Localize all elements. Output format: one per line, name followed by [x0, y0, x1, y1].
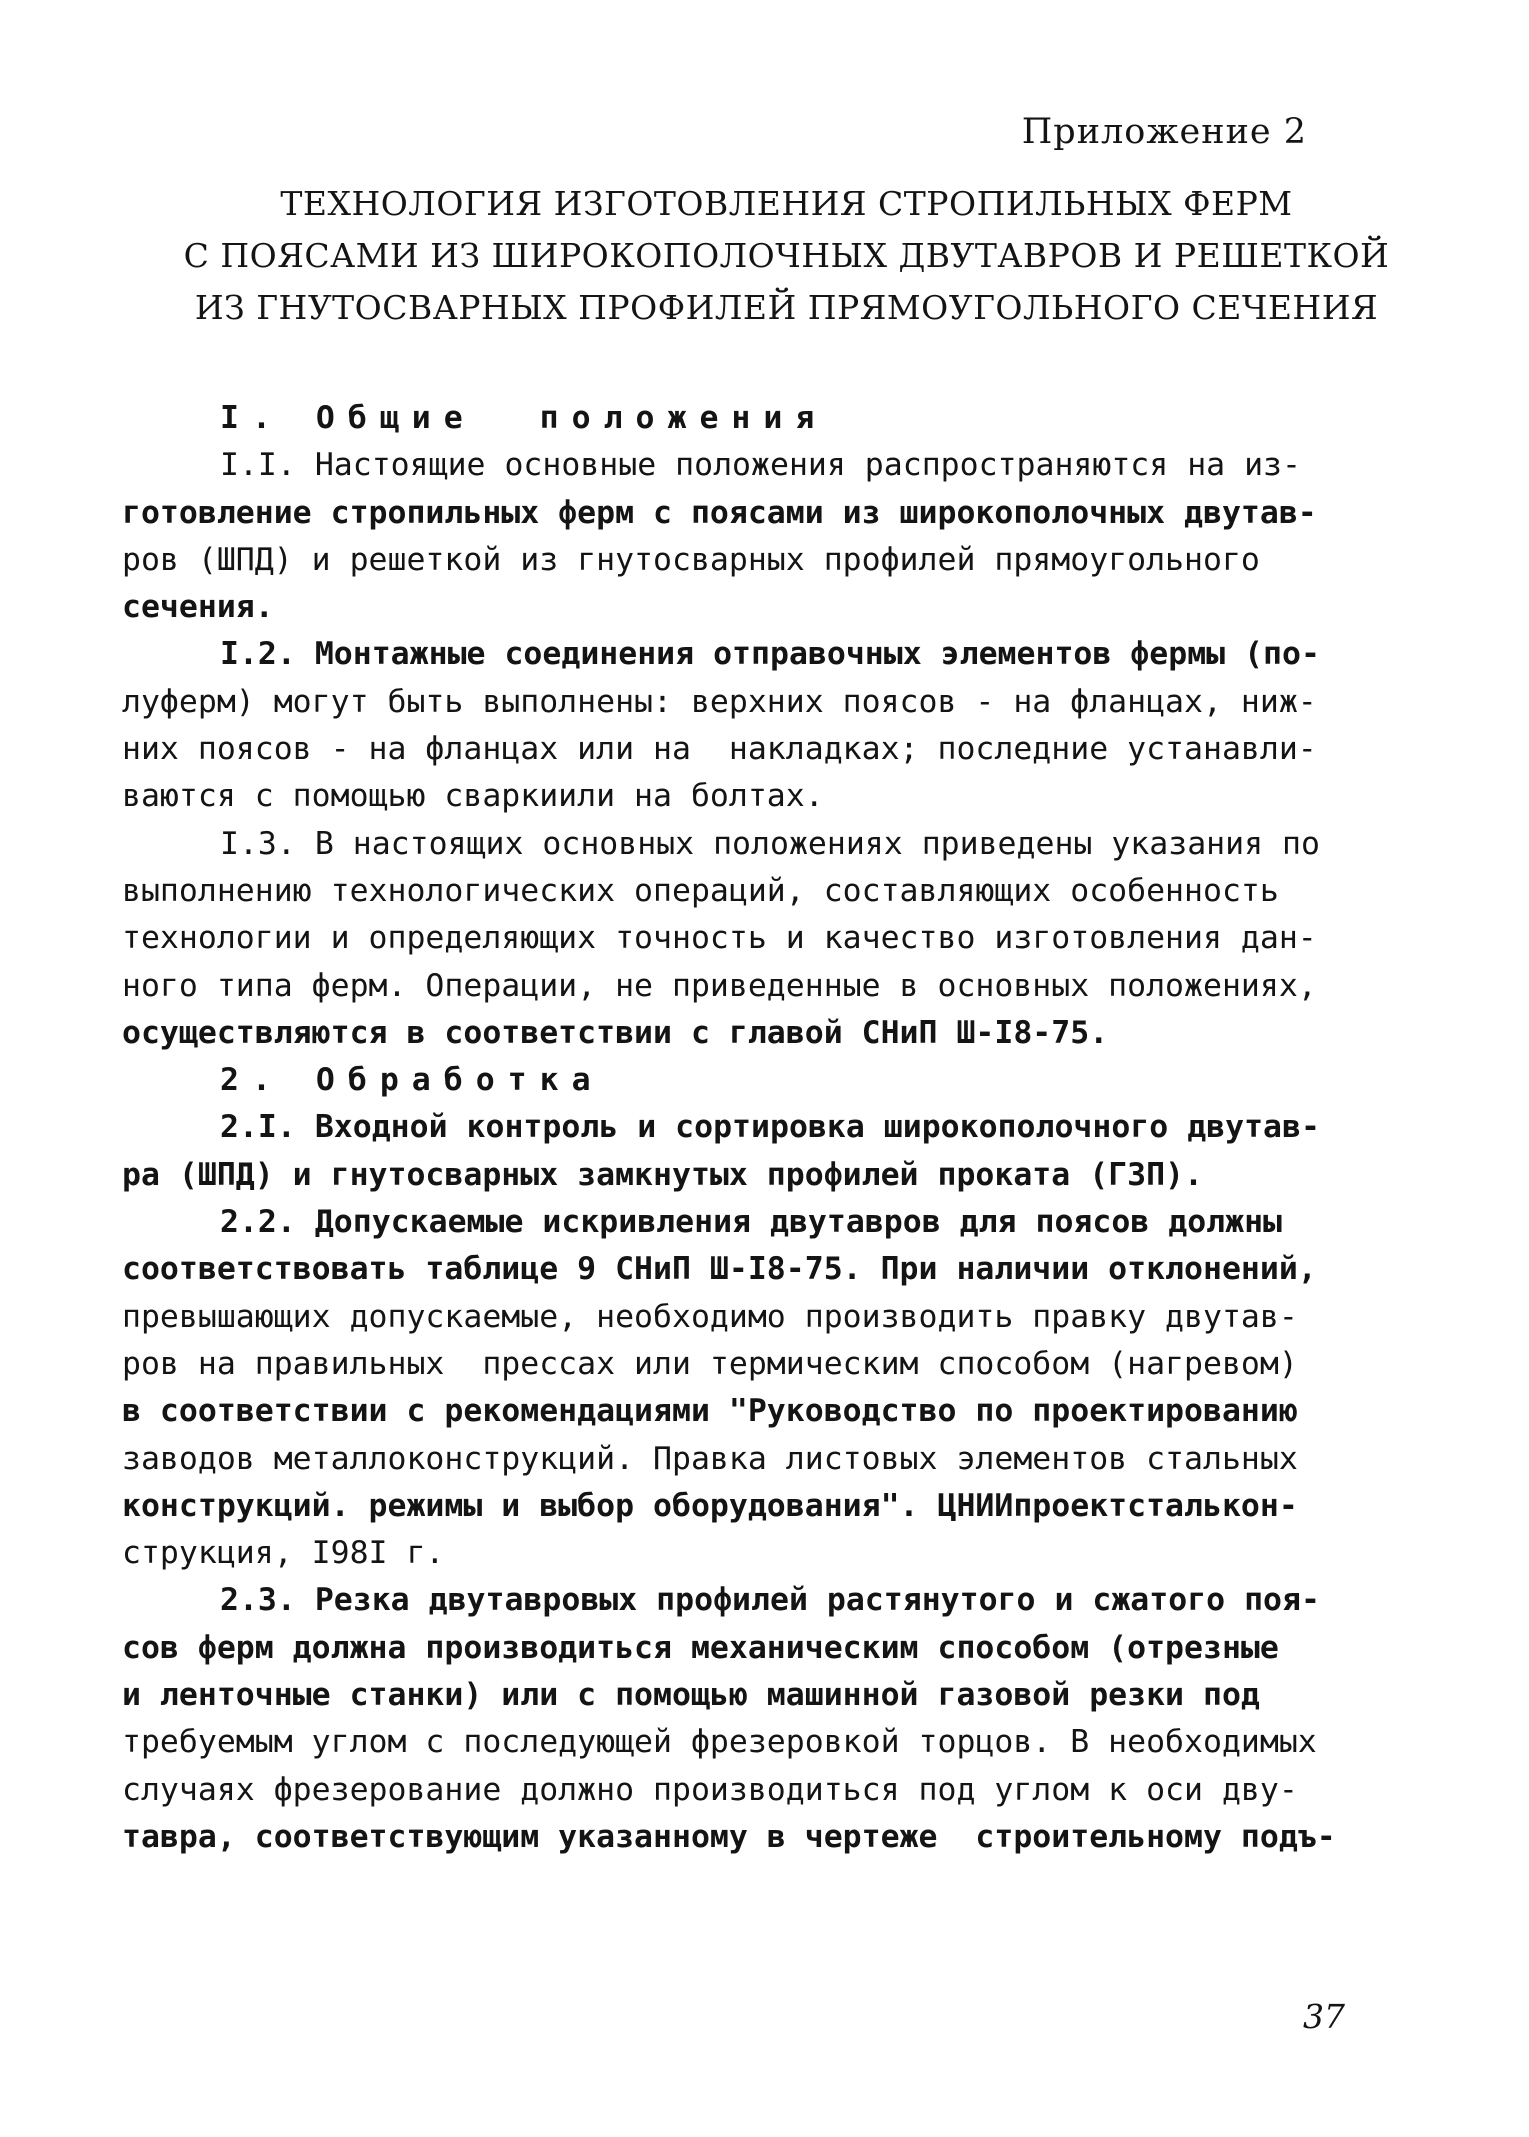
text-line: 2.3. Резка двутавровых профилей растянутого и сжатого поя- [220, 1582, 1320, 1619]
paragraph-1-1 [122, 442, 1422, 631]
text-line: конструкций. режимы и выбор оборудования". ЦНИИпроектсталькон- [122, 1487, 1298, 1524]
text-line: готовление стропильных ферм с поясами из широкополочных двутав- [122, 494, 1317, 531]
text-line: сов ферм должна производиться механическим способом (отрезные [122, 1629, 1279, 1666]
text-line: I.2. Монтажные соединения отправочных элементов фермы (по- [220, 636, 1320, 673]
text-line: заводов металлоконструкций. Правка листовых элементов стальных [122, 1440, 1298, 1477]
text-line: технологии и определяющих точность и качество изготовления дан- [122, 920, 1317, 957]
text-line: I.I. Настоящие основные положения распространяются на из- [220, 447, 1301, 484]
document-title [160, 178, 1413, 334]
text-line: ра (ШПД) и гнутосварных замкнутых профилей проката (ГЗП). [122, 1156, 1203, 1193]
section-heading-general: I. Общие положения [220, 400, 828, 436]
paragraph-2-1 [122, 1104, 1422, 1199]
paragraph-2-2 [122, 1199, 1422, 1577]
text-line: соответствовать таблице 9 СНиП Ш-I8-75. При наличии отклонений, [122, 1251, 1317, 1288]
text-line: 2.I. Входной контроль и сортировка широкополочного двутав- [220, 1109, 1320, 1146]
paragraph-2-3 [122, 1577, 1422, 1861]
paragraph-1-3 [122, 821, 1422, 1057]
text-line: осуществляются в соответствии с главой СНиП Ш-I8-75. [122, 1014, 1109, 1051]
text-line: I.3. В настоящих основных положениях приведены указания по [220, 825, 1320, 862]
title-line: С ПОЯСАМИ ИЗ ШИРОКОПОЛОЧНЫХ ДВУТАВРОВ И РЕШЕТКОЙ [183, 236, 1390, 275]
text-line: сечения. [122, 589, 274, 626]
text-line: ваются с помощью сваркиили на болтах. [122, 778, 824, 815]
text-line: и ленточные станки) или с помощью машинной газовой резки под [122, 1677, 1260, 1714]
title-line: ИЗ ГНУТОСВАРНЫХ ПРОФИЛЕЙ ПРЯМОУГОЛЬНОГО СЕЧЕНИЯ [194, 288, 1379, 327]
text-line: ного типа ферм. Операции, не приведенные в основных положениях, [122, 967, 1317, 1004]
text-line: тавра, соответствующим указанному в чертеже строительному подъ- [122, 1818, 1336, 1855]
appendix-label: Приложение 2 [1021, 112, 1307, 152]
text-line: превышающих допускаемые, необходимо производить правку двутав- [122, 1298, 1298, 1335]
text-line: струкция, I98I г. [122, 1535, 445, 1572]
document-body [122, 395, 1422, 1861]
section-heading-processing: 2. Обработка [220, 1062, 604, 1099]
text-line: требуемым углом с последующей фрезеровкой торцов. В необходимых [122, 1724, 1317, 1761]
text-line: них поясов - на фланцах или на накладках; последние устанавли- [122, 731, 1317, 768]
text-line: ров на правильных прессах или термическим способом (нагревом) [122, 1345, 1298, 1382]
text-line: ров (ШПД) и решеткой из гнутосварных профилей прямоугольного [122, 541, 1260, 578]
text-line: выполнению технологических операций, составляющих особенность [122, 872, 1279, 909]
text-line: в соответствии с рекомендациями "Руководство по проектированию [122, 1393, 1298, 1430]
page-number: 37 [1303, 1997, 1345, 2036]
paragraph-1-2 [122, 631, 1422, 820]
text-line: 2.2. Допускаемые искривления двутавров для поясов должны [220, 1204, 1283, 1241]
title-line: ТЕХНОЛОГИЯ ИЗГОТОВЛЕНИЯ СТРОПИЛЬНЫХ ФЕРМ [280, 184, 1293, 223]
text-line: луферм) могут быть выполнены: верхних поясов - на фланцах, ниж- [122, 683, 1317, 720]
text-line: случаях фрезерование должно производиться под углом к оси дву- [122, 1771, 1298, 1808]
